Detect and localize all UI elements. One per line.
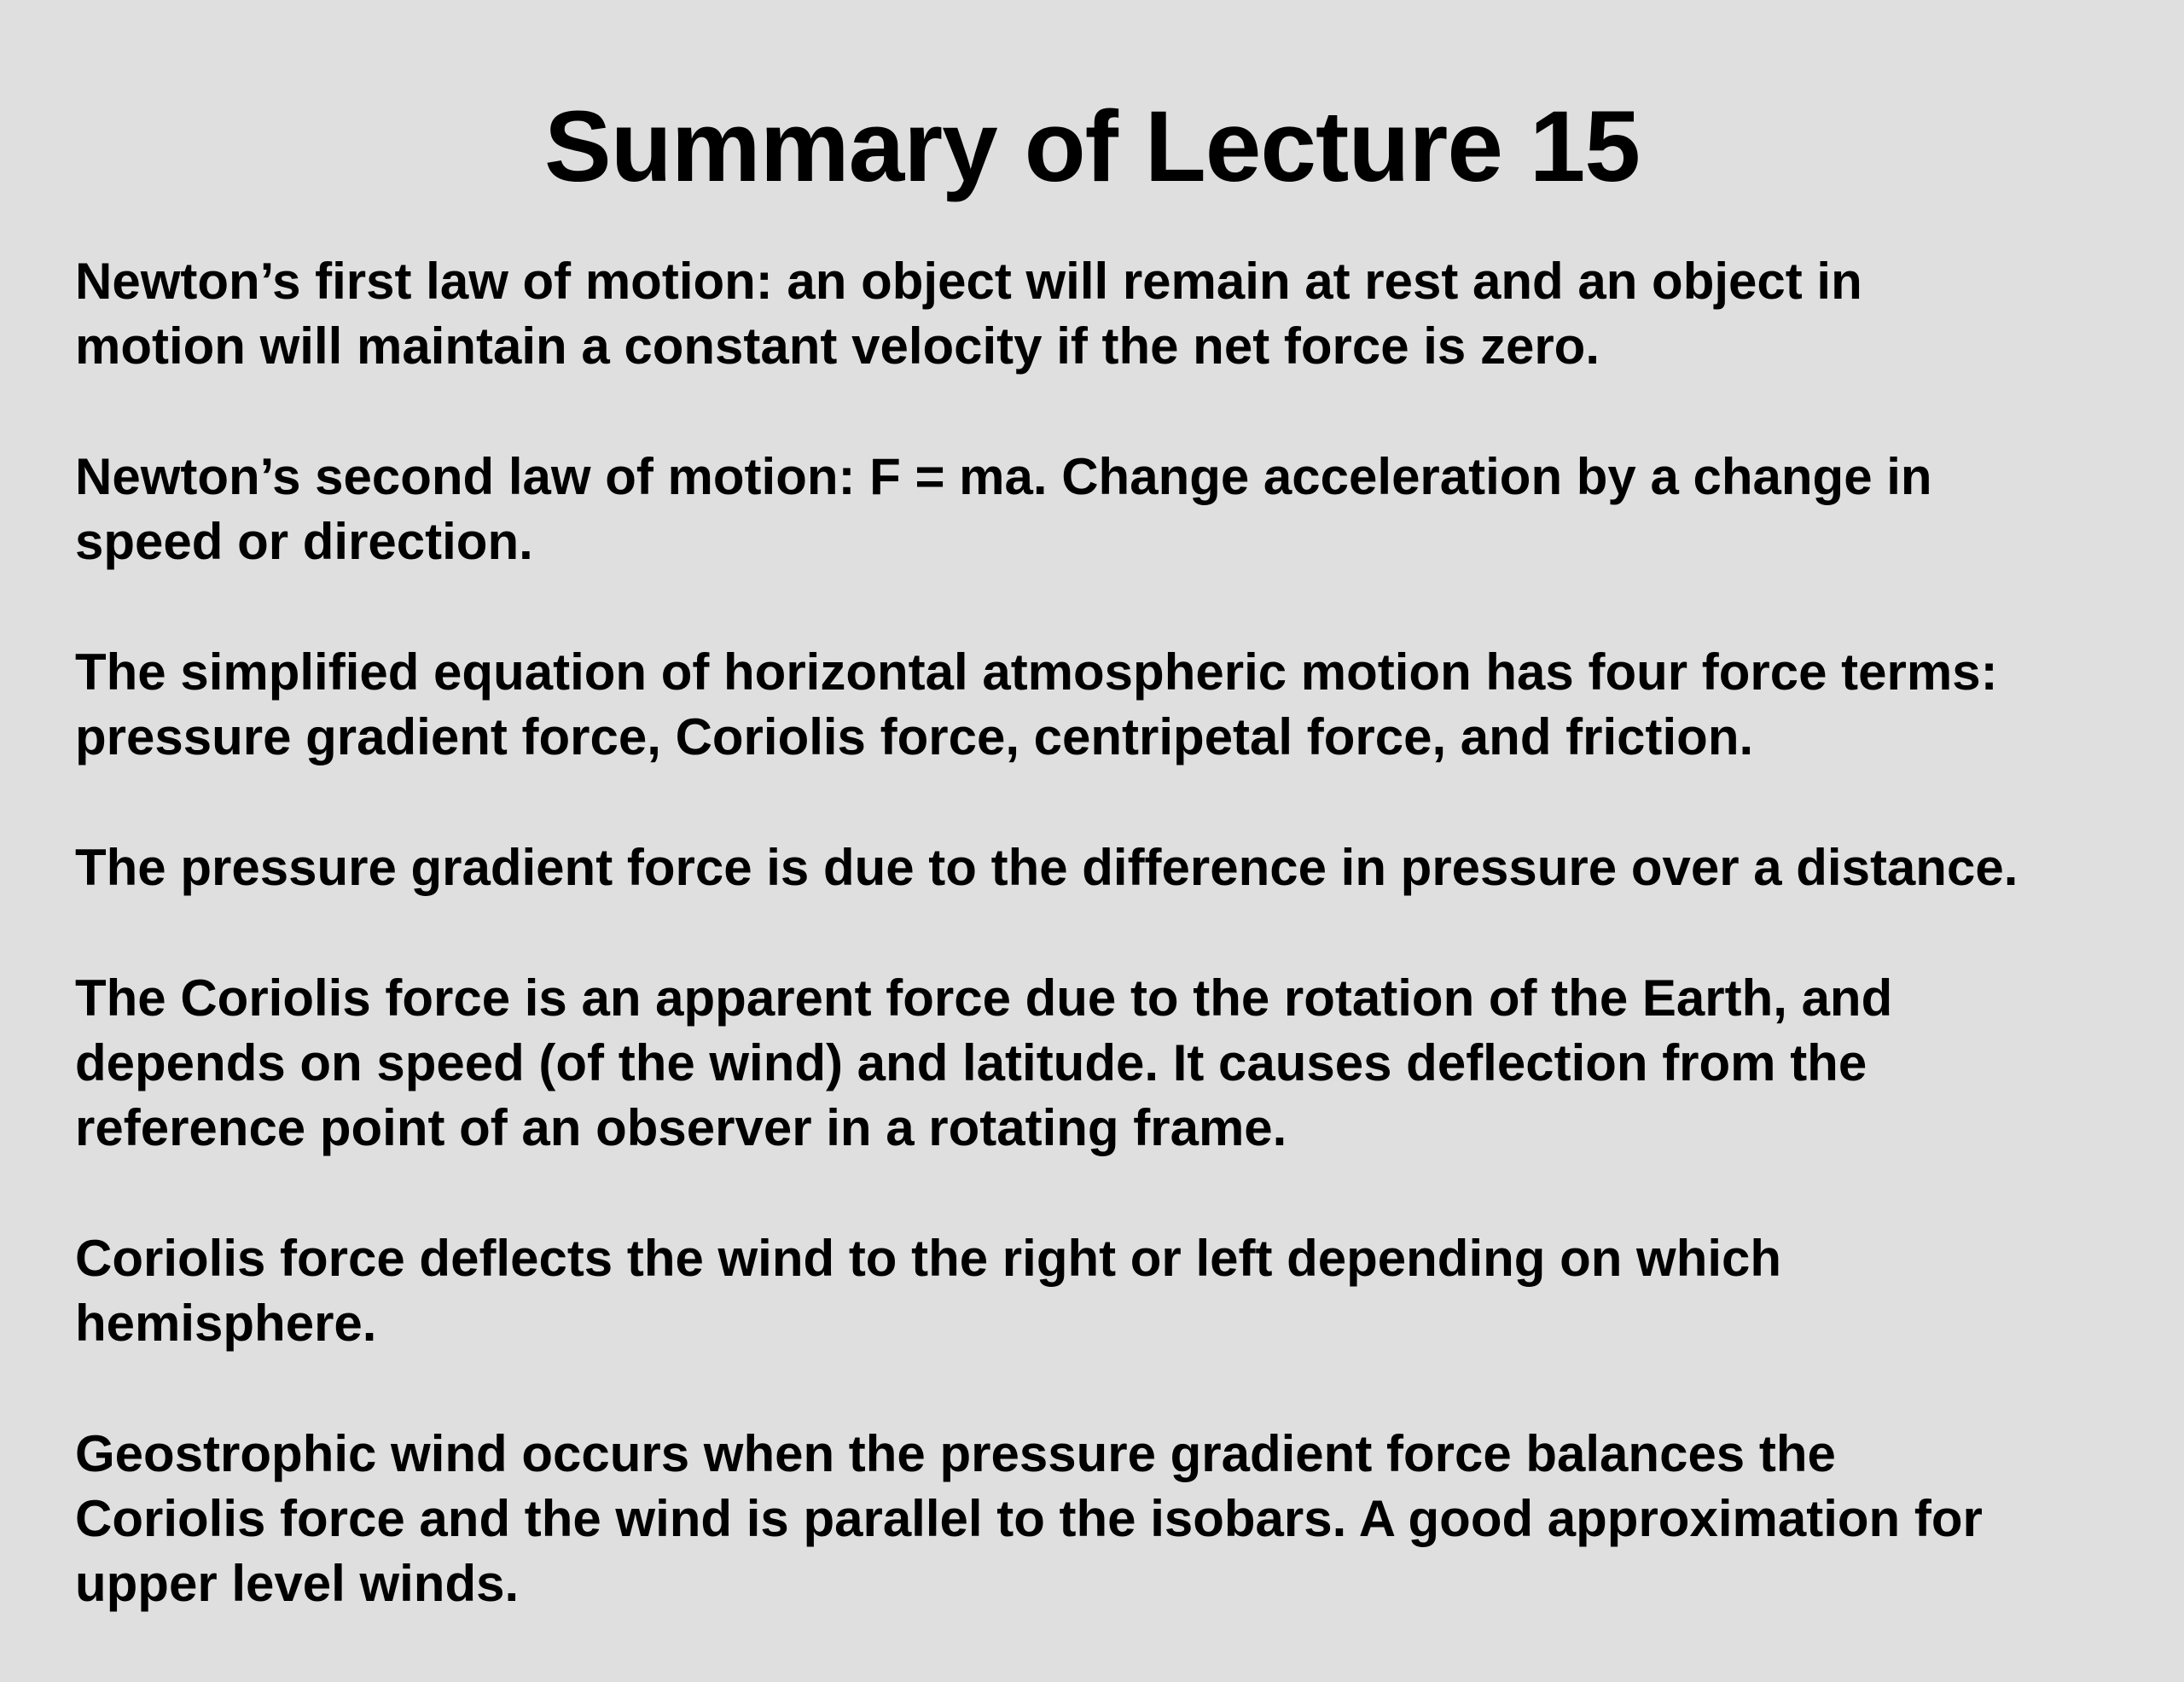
text-line: Newton’s first law of motion: an object will remain at rest and an object in [75, 253, 1862, 310]
paragraph-coriolis-deflection [75, 1226, 2174, 1356]
text-line: reference point of an observer in a rotating frame. [75, 1099, 1287, 1156]
text-line: The simplified equation of horizontal atmospheric motion has four force terms: [75, 643, 1998, 701]
paragraph-equation-of-motion [75, 640, 2174, 770]
slide-title: Summary of Lecture 15 [543, 90, 1641, 203]
paragraph-geostrophic-wind [75, 1422, 2174, 1616]
slide-body [75, 249, 2174, 1682]
text-line: upper level winds. [75, 1555, 520, 1612]
text-line: Coriolis force and the wind is parallel to the isobars. A good approximation for [75, 1490, 1983, 1547]
text-line: hemisphere. [75, 1295, 377, 1352]
paragraph-pressure-gradient [75, 835, 2174, 900]
paragraph-coriolis-force [75, 966, 2174, 1161]
paragraph-newton-first-law [75, 249, 2174, 379]
text-line: depends on speed (of the wind) and latitude. It causes deflection from the [75, 1034, 1867, 1091]
text-line: Geostrophic wind occurs when the pressure gradient force balances the [75, 1425, 1836, 1482]
text-line: speed or direction. [75, 513, 533, 570]
text-line: pressure gradient force, Coriolis force, centripetal force, and friction. [75, 708, 1754, 765]
text-line: The Coriolis force is an apparent force due to the rotation of the Earth, and [75, 969, 1893, 1027]
paragraph-newton-second-law [75, 445, 2174, 574]
text-line: motion will maintain a constant velocity if the net force is zero. [75, 317, 1600, 375]
text-line: Newton’s second law of motion: F = ma. Change acceleration by a change in [75, 448, 1932, 505]
text-line: The pressure gradient force is due to the difference in pressure over a distance. [75, 839, 2018, 896]
text-line: Coriolis force deflects the wind to the right or left depending on which [75, 1230, 1782, 1287]
